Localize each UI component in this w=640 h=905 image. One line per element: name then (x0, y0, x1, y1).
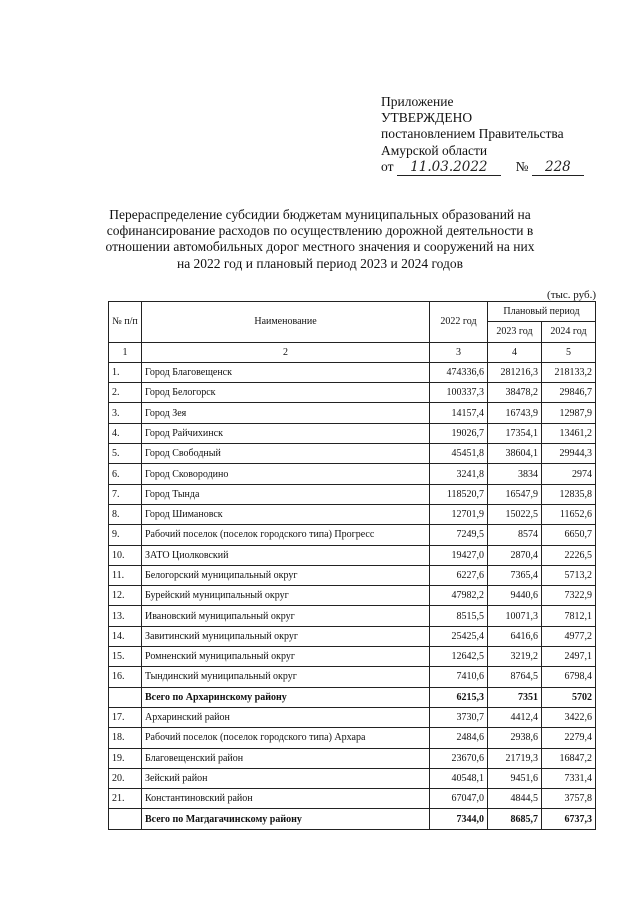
table-row (109, 383, 596, 403)
table-row (109, 707, 596, 727)
row-number-cell: 15. (109, 647, 142, 667)
value-2024-cell: 6737,3 (542, 809, 596, 829)
row-number-cell: 10. (109, 545, 142, 565)
row-number-cell: 5. (109, 444, 142, 464)
table-total-row (109, 687, 596, 707)
value-2024-cell: 2974 (542, 464, 596, 484)
value-2023-cell: 15022,5 (488, 504, 542, 524)
row-name-cell: Белогорский муниципальный округ (142, 565, 430, 585)
row-number-cell: 12. (109, 586, 142, 606)
row-name-cell: Город Свободный (142, 444, 430, 464)
value-2024-cell: 5702 (542, 687, 596, 707)
row-number-cell: 4. (109, 423, 142, 443)
approval-line-resolution: постановлением Правительства (381, 126, 564, 142)
index-cell: 3 (430, 342, 488, 362)
subsidy-table (108, 301, 596, 830)
column-index-row (109, 342, 596, 362)
index-cell: 2 (142, 342, 430, 362)
value-2023-cell: 16547,9 (488, 484, 542, 504)
row-name-cell: Город Райчихинск (142, 423, 430, 443)
row-name-cell: Рабочий поселок (поселок городского типа) Прогресс (142, 525, 430, 545)
number-label: № (515, 158, 529, 174)
value-2024-cell: 6798,4 (542, 667, 596, 687)
value-2023-cell: 9440,6 (488, 586, 542, 606)
value-2022-cell: 14157,4 (430, 403, 488, 423)
row-number-cell: 18. (109, 728, 142, 748)
value-2024-cell: 218133,2 (542, 362, 596, 382)
table-row (109, 606, 596, 626)
row-number-cell: 7. (109, 484, 142, 504)
value-2022-cell: 19427,0 (430, 545, 488, 565)
from-label: от (381, 158, 394, 174)
row-number-cell: 19. (109, 748, 142, 768)
value-2023-cell: 9451,6 (488, 768, 542, 788)
units-label: (тыс. руб.) (547, 289, 596, 301)
value-2024-cell: 2497,1 (542, 647, 596, 667)
value-2024-cell: 12835,8 (542, 484, 596, 504)
header-2023: 2023 год (488, 322, 542, 342)
value-2022-cell: 7344,0 (430, 809, 488, 829)
value-2022-cell: 19026,7 (430, 423, 488, 443)
table-row (109, 728, 596, 748)
value-2024-cell: 3757,8 (542, 789, 596, 809)
value-2023-cell: 38604,1 (488, 444, 542, 464)
value-2023-cell: 6416,6 (488, 626, 542, 646)
table-row (109, 403, 596, 423)
header-2024: 2024 год (542, 322, 596, 342)
value-2023-cell: 2938,6 (488, 728, 542, 748)
value-2022-cell: 118520,7 (430, 484, 488, 504)
value-2023-cell: 3834 (488, 464, 542, 484)
value-2022-cell: 67047,0 (430, 789, 488, 809)
approval-date-line (381, 159, 584, 176)
row-name-cell: Город Сковородино (142, 464, 430, 484)
table-body (109, 362, 596, 829)
value-2022-cell: 2484,6 (430, 728, 488, 748)
table-row (109, 484, 596, 504)
value-2022-cell: 3241,8 (430, 464, 488, 484)
row-name-cell: ЗАТО Циолковский (142, 545, 430, 565)
value-2023-cell: 17354,1 (488, 423, 542, 443)
table-row (109, 444, 596, 464)
value-2022-cell: 25425,4 (430, 626, 488, 646)
value-2024-cell: 7331,4 (542, 768, 596, 788)
value-2022-cell: 12642,5 (430, 647, 488, 667)
row-number-cell: 1. (109, 362, 142, 382)
value-2022-cell: 40548,1 (430, 768, 488, 788)
row-name-cell: Всего по Магдагачинскому району (142, 809, 430, 829)
row-name-cell: Константиновский район (142, 789, 430, 809)
table-row (109, 565, 596, 585)
row-number-cell: 6. (109, 464, 142, 484)
row-name-cell: Благовещенский район (142, 748, 430, 768)
index-cell: 4 (488, 342, 542, 362)
approval-line-region: Амурской области (381, 142, 488, 158)
row-number-cell: 2. (109, 383, 142, 403)
row-name-cell: Город Благовещенск (142, 362, 430, 382)
value-2022-cell: 7249,5 (430, 525, 488, 545)
value-2023-cell: 10071,3 (488, 606, 542, 626)
value-2024-cell: 5713,2 (542, 565, 596, 585)
value-2024-cell: 3422,6 (542, 707, 596, 727)
row-name-cell: Рабочий поселок (поселок городского типа) Архара (142, 728, 430, 748)
value-2022-cell: 474336,6 (430, 362, 488, 382)
table-row (109, 545, 596, 565)
row-number-cell (109, 687, 142, 707)
row-name-cell: Ромненский муниципальный округ (142, 647, 430, 667)
header-plan-period: Плановый период (488, 302, 596, 322)
value-2024-cell: 29846,7 (542, 383, 596, 403)
value-2024-cell: 7322,9 (542, 586, 596, 606)
table-row (109, 626, 596, 646)
value-2022-cell: 8515,5 (430, 606, 488, 626)
row-number-cell: 16. (109, 667, 142, 687)
row-name-cell: Город Зея (142, 403, 430, 423)
row-number-cell: 8. (109, 504, 142, 524)
value-2023-cell: 2870,4 (488, 545, 542, 565)
value-2023-cell: 3219,2 (488, 647, 542, 667)
value-2022-cell: 100337,3 (430, 383, 488, 403)
value-2023-cell: 7351 (488, 687, 542, 707)
index-cell: 5 (542, 342, 596, 362)
index-cell: 1 (109, 342, 142, 362)
value-2023-cell: 4412,4 (488, 707, 542, 727)
row-name-cell: Бурейский муниципальный округ (142, 586, 430, 606)
value-2022-cell: 12701,9 (430, 504, 488, 524)
value-2024-cell: 6650,7 (542, 525, 596, 545)
document-title (100, 207, 540, 272)
approval-number: 228 (532, 159, 584, 176)
title-line-2: софинансирование расходов по осуществлению дорожной деятельности в (106, 223, 534, 239)
value-2022-cell: 23670,6 (430, 748, 488, 768)
value-2024-cell: 7812,1 (542, 606, 596, 626)
row-number-cell: 13. (109, 606, 142, 626)
row-number-cell: 11. (109, 565, 142, 585)
row-number-cell: 20. (109, 768, 142, 788)
value-2022-cell: 6227,6 (430, 565, 488, 585)
table-row (109, 768, 596, 788)
value-2023-cell: 8764,5 (488, 667, 542, 687)
row-number-cell: 14. (109, 626, 142, 646)
value-2022-cell: 45451,8 (430, 444, 488, 464)
value-2023-cell: 16743,9 (488, 403, 542, 423)
row-number-cell: 3. (109, 403, 142, 423)
approval-line-appendix: Приложение (381, 94, 454, 109)
header-num: № п/п (109, 302, 142, 343)
row-name-cell: Город Шимановск (142, 504, 430, 524)
value-2024-cell: 4977,2 (542, 626, 596, 646)
table-row (109, 423, 596, 443)
value-2022-cell: 47982,2 (430, 586, 488, 606)
row-number-cell: 9. (109, 525, 142, 545)
value-2024-cell: 11652,6 (542, 504, 596, 524)
row-number-cell (109, 809, 142, 829)
row-name-cell: Тындинский муниципальный округ (142, 667, 430, 687)
row-name-cell: Зейский район (142, 768, 430, 788)
header-2022: 2022 год (430, 302, 488, 343)
table-row (109, 789, 596, 809)
value-2024-cell: 2226,5 (542, 545, 596, 565)
row-number-cell: 21. (109, 789, 142, 809)
value-2024-cell: 2279,4 (542, 728, 596, 748)
table-row (109, 464, 596, 484)
title-line-1: Перераспределение субсидии бюджетам муниципальных образований на (109, 207, 531, 222)
row-name-cell: Ивановский муниципальный округ (142, 606, 430, 626)
value-2023-cell: 8685,7 (488, 809, 542, 829)
value-2022-cell: 6215,3 (430, 687, 488, 707)
table-row (109, 525, 596, 545)
table-row (109, 748, 596, 768)
table-row (109, 667, 596, 687)
title-line-4: на 2022 год и плановый период 2023 и 2024 годов (176, 255, 464, 271)
row-name-cell: Город Тында (142, 484, 430, 504)
value-2023-cell: 7365,4 (488, 565, 542, 585)
value-2023-cell: 281216,3 (488, 362, 542, 382)
approval-block (381, 94, 584, 176)
table-total-row (109, 809, 596, 829)
value-2024-cell: 12987,9 (542, 403, 596, 423)
value-2022-cell: 3730,7 (430, 707, 488, 727)
value-2024-cell: 16847,2 (542, 748, 596, 768)
row-name-cell: Город Белогорск (142, 383, 430, 403)
approval-line-approved: УТВЕРЖДЕНО (381, 110, 473, 126)
title-line-3: отношении автомобильных дорог местного значения и сооружений на них (105, 239, 535, 255)
value-2024-cell: 13461,2 (542, 423, 596, 443)
table-row (109, 586, 596, 606)
value-2023-cell: 8574 (488, 525, 542, 545)
approval-date: 11.03.2022 (397, 159, 501, 176)
row-number-cell: 17. (109, 707, 142, 727)
value-2022-cell: 7410,6 (430, 667, 488, 687)
table-row (109, 362, 596, 382)
row-name-cell: Завитинский муниципальный округ (142, 626, 430, 646)
header-name: Наименование (142, 302, 430, 343)
table-row (109, 504, 596, 524)
table-row (109, 647, 596, 667)
value-2024-cell: 29944,3 (542, 444, 596, 464)
value-2023-cell: 21719,3 (488, 748, 542, 768)
row-name-cell: Всего по Архаринскому району (142, 687, 430, 707)
row-name-cell: Архаринский район (142, 707, 430, 727)
value-2023-cell: 38478,2 (488, 383, 542, 403)
value-2023-cell: 4844,5 (488, 789, 542, 809)
